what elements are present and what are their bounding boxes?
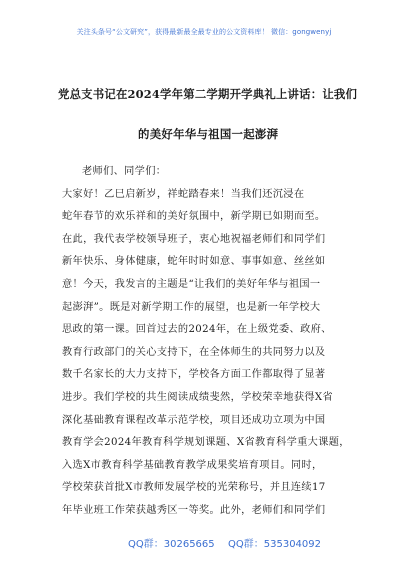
body-line: 教育行政部门的关心支持下，在全体师生的共同努力以及 (62, 346, 326, 358)
document-title-line-2: 的美好年华与祖国一起澎湃 (138, 127, 279, 141)
body-line: 进步。我们学校的共生阅读成绩斐然，学校荣幸地获得X省 (62, 391, 334, 403)
body-line: 大家好！乙巳启新岁，祥蛇踏春来！当我们还沉浸在 (62, 188, 305, 200)
body-line: 新年快乐、身体健康，蛇年时时如意、事事如意、丝丝如 (62, 256, 326, 268)
body-line: 年毕业班工作荣获越秀区一等奖。此外，老师们和同学们 (62, 504, 326, 516)
header-banner: 关注头条号“公文研究”，获得最新最全最专业的公文资料库！ 微信：gongwenyj (76, 28, 332, 36)
body-line: 起澎湃”。既是对新学期工作的展望，也是新一年学校大 (62, 301, 321, 313)
footer-qq-group-1: QQ群：30265665 (128, 539, 215, 550)
body-line: 入选X市教育科学基础教育教学成果奖培育项目。同时， (62, 459, 323, 471)
body-line: 在此，我代表学校领导班子，衷心地祝福老师们和同学们 (62, 233, 326, 245)
body-line: 意！今天，我发言的主题是“让我们的美好年华与祖国一 (62, 278, 321, 290)
footer-qq-group-2: QQ群：535304092 (228, 539, 322, 550)
document-title-line-1: 党总支书记在2024学年第二学期开学典礼上讲话：让我们 (58, 87, 358, 101)
body-line: 数千名家长的大力支持下，学校各方面工作都取得了显著 (62, 369, 326, 381)
body-line: 学校荣获首批X市教师发展学校的光荣称号，并且连续17 (62, 482, 326, 494)
document-body (62, 161, 352, 523)
body-line: 思政的第一课。回首过去的2024年，在上级党委、政府、 (62, 324, 332, 336)
salutation-line: 老师们、同学们： (82, 166, 167, 177)
body-line: 教育学会2024年教育科学规划课题、X省教育科学重大课题， (62, 437, 350, 449)
body-line: 蛇年春节的欢乐祥和的美好氛围中，新学期已如期而至。 (62, 211, 326, 223)
body-line: 深化基础教育课程改革示范学校，项目还成功立项为中国 (62, 414, 326, 426)
